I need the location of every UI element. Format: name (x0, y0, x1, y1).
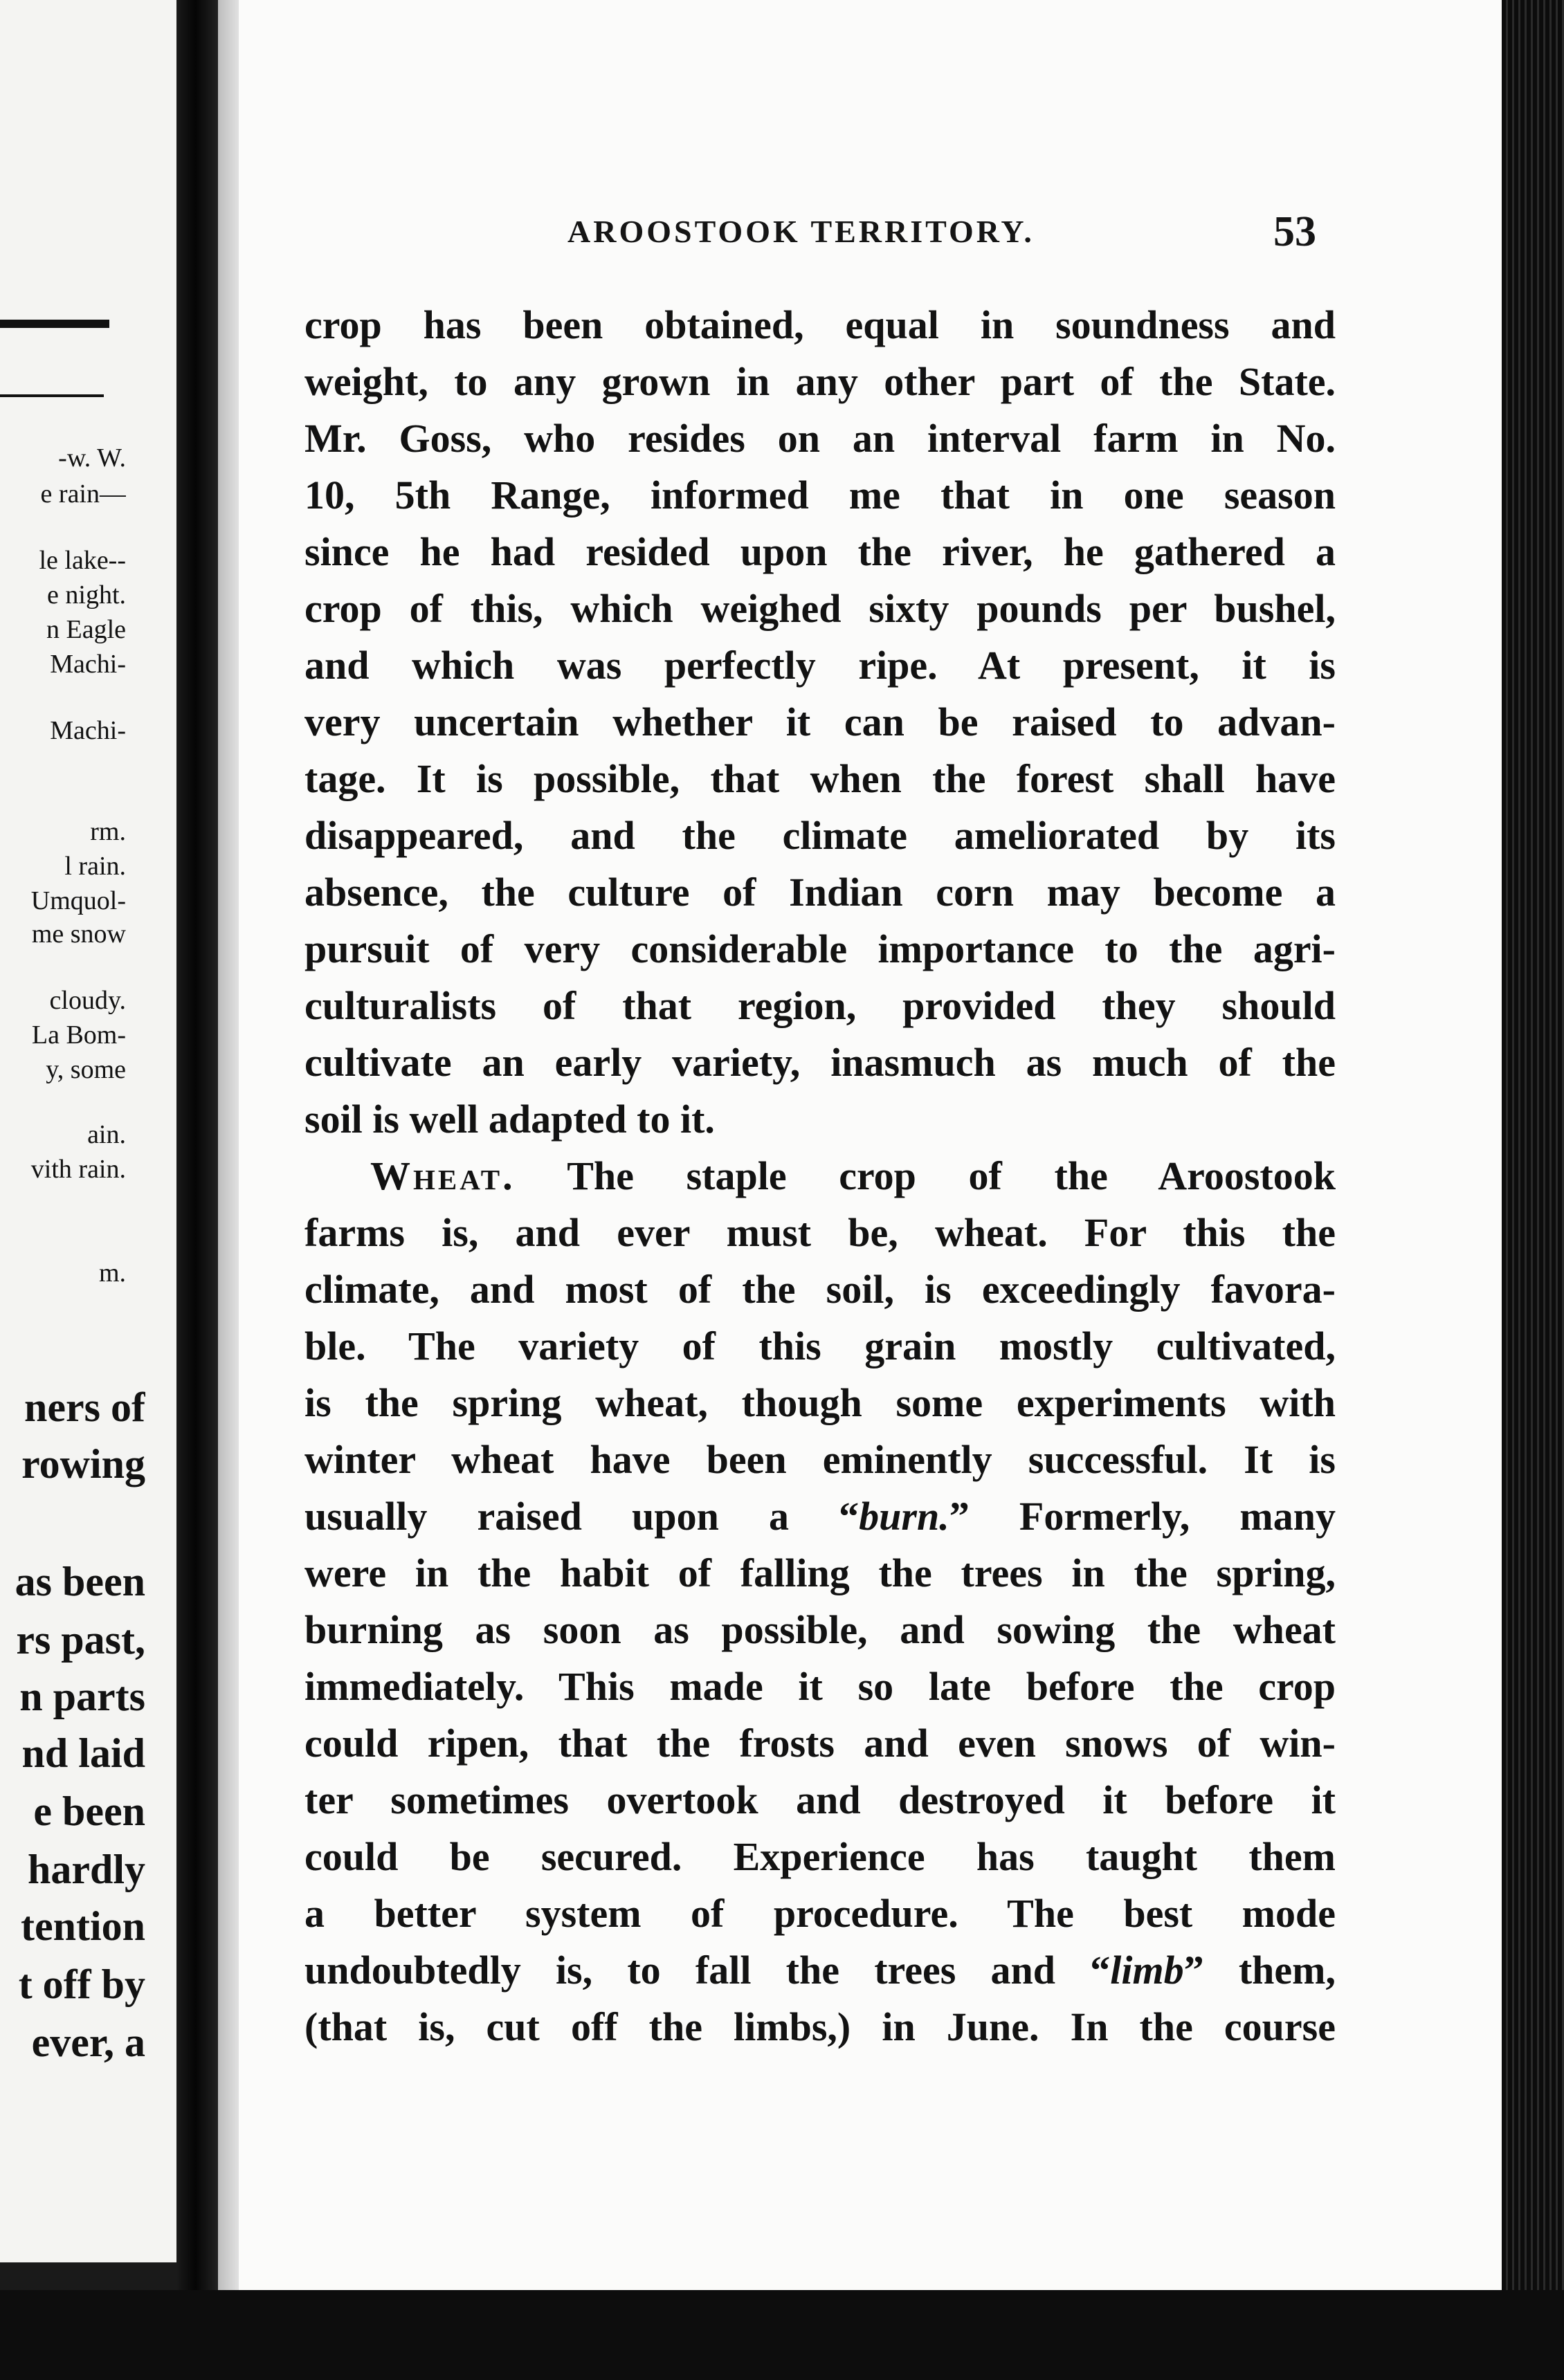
left-page-line: Machi- (50, 716, 126, 745)
body-line: farms is, and ever must be, wheat. For this the (304, 1210, 1336, 1255)
left-page-line: rs past, (16, 1617, 145, 1663)
body-line: very uncertain whether it can be raised to advan- (304, 699, 1336, 744)
page-edges (1502, 0, 1564, 2380)
double-rule (0, 320, 109, 328)
left-page-line: m. (98, 1258, 126, 1288)
body-line: could be secured. Experience has taught them (304, 1834, 1336, 1879)
left-page-line: ners of (24, 1384, 145, 1430)
body-line: culturalists of that region, provided they should (304, 983, 1336, 1028)
left-page-line: La Bom- (31, 1020, 126, 1050)
body-line: burning as soon as possible, and sowing the wheat (304, 1607, 1336, 1652)
book-gutter (176, 0, 218, 2380)
left-page-line: n parts (19, 1674, 145, 1719)
left-page-line: n Eagle (46, 615, 126, 644)
body-line: could ripen, that the frosts and even snows of win- (304, 1721, 1336, 1766)
left-page-line: rowing (21, 1441, 145, 1487)
left-page-line: vith rain. (30, 1155, 126, 1184)
body-line: absence, the culture of Indian corn may become a (304, 870, 1336, 915)
left-page-line: cloudy. (49, 986, 126, 1015)
body-line: crop has been obtained, equal in soundness and (304, 302, 1336, 347)
body-line-burn (304, 1494, 1336, 1539)
body-line: disappeared, and the climate ameliorated by its (304, 813, 1336, 858)
left-page-line: t off by (18, 1961, 145, 2007)
left-page-line: e rain— (40, 479, 126, 509)
body-line: and which was perfectly ripe. At present, it is (304, 643, 1336, 688)
body-line: tage. It is possible, that when the forest shall have (304, 756, 1336, 801)
page-number: 53 (1273, 208, 1316, 255)
left-page-line: le lake-- (39, 546, 126, 575)
body-line: were in the habit of falling the trees in the spring, (304, 1550, 1336, 1595)
body-line: climate, and most of the soil, is exceedingly favora- (304, 1267, 1336, 1312)
italic-term-limb: limb (1110, 1948, 1184, 1993)
body-line: 10, 5th Range, informed me that in one season (304, 473, 1336, 518)
left-page-line: tention (21, 1903, 145, 1949)
body-line: (that is, cut off the limbs,) in June. In the course (304, 2004, 1336, 2049)
left-facing-page (0, 0, 176, 2290)
body-line: ter sometimes overtook and destroyed it before it (304, 1777, 1336, 1822)
body-line: crop of this, which weighed sixty pounds per bushel, (304, 586, 1336, 631)
left-page-line: e night. (47, 580, 126, 610)
paragraph-wheat-line (304, 1154, 1336, 1198)
italic-term-burn: burn. (859, 1494, 949, 1539)
left-page-line: e been (33, 1788, 145, 1834)
body-line: Mr. Goss, who resides on an interval farm in No. (304, 416, 1336, 461)
body-line: ble. The variety of this grain mostly cultivated, (304, 1324, 1336, 1368)
body-line: pursuit of very considerable importance to the agri- (304, 926, 1336, 971)
left-page-line: l rain. (64, 852, 126, 881)
left-page-line: -w. W. (58, 443, 126, 473)
single-rule (0, 394, 104, 397)
running-title: AROOSTOOK TERRITORY. (567, 214, 1035, 249)
left-page-line: as been (15, 1559, 145, 1604)
body-line: cultivate an early variety, inasmuch as much of the (304, 1040, 1336, 1085)
bottom-edge (0, 2290, 1564, 2380)
body-text-run: undoubtedly is, to fall the trees and “ (304, 1948, 1111, 1993)
body-line: is the spring wheat, though some experiments with (304, 1380, 1336, 1425)
left-page-line: nd laid (21, 1730, 145, 1776)
body-line: weight, to any grown in any other part of the State. (304, 359, 1336, 404)
left-page-line: ain. (87, 1120, 126, 1149)
left-page-line: me snow (31, 919, 126, 949)
left-page-line: Machi- (50, 650, 126, 679)
left-page-line: rm. (90, 817, 126, 846)
body-text-run: ” them, (1183, 1948, 1336, 1993)
left-page-line: Umquol- (30, 886, 126, 915)
body-text-run: The staple crop of the Aroostook (515, 1153, 1336, 1198)
body-text-run: usually raised upon a “ (304, 1494, 860, 1539)
left-page-line: y, some (46, 1055, 126, 1084)
body-text-run: ” Formerly, many (949, 1494, 1336, 1539)
body-line: winter wheat have been eminently successful. It is (304, 1437, 1336, 1482)
body-line-limb (304, 1948, 1336, 1993)
section-heading-wheat: Wheat. (370, 1153, 516, 1198)
body-line: soil is well adapted to it. (304, 1097, 715, 1142)
body-line: a better system of procedure. The best mode (304, 1891, 1336, 1936)
left-page-line: ever, a (31, 2020, 145, 2065)
body-line: since he had resided upon the river, he gathered a (304, 529, 1336, 574)
left-page-line: hardly (27, 1847, 145, 1892)
body-line: immediately. This made it so late before the crop (304, 1664, 1336, 1709)
